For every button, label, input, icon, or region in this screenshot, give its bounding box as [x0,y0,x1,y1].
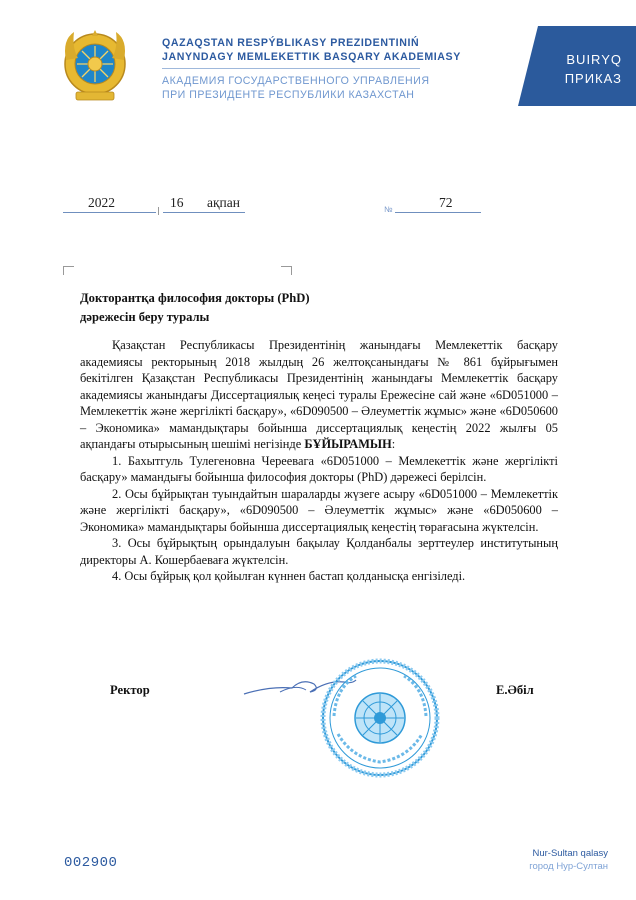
signatory-name: Е.Әбіл [496,683,534,697]
body-paragraph-1: 1. Бахытгуль Тулегеновна Череевага «6D051000 – Мемлекеттік және жергілікті басқару» мамандығы бойынша философия докторы (PhD) дәрежесі берілсін. [80,453,558,484]
preamble-text: Қазақстан Республикасы Президентінің жанындағы Мемлекеттік басқару академиясы ректорының 2018 жылдың 26 желтоқсанындағы № 861 бұйрығымен бекітілген Қазақстан Республикасы Президентінің жанындағы Мемлекеттік басқару академиясы жанындағы Диссертациялық кеңесі туралы Ережесіне сай және «6D051000 – Мемлекеттік және жергілікті басқару», «6D090500 – Әлеуметтік жұмыс» және «6D050600 – Экономика» мамандықтары бойынша диссертациялық кеңестің 2022 жылғы 05 ақпандағы отырысының шешімі негізінде [80,338,558,451]
body-paragraph-2: 2. Осы бұйрықтан туындайтын шараларды жүзеге асыру «6D051000 – Мемлекеттік және жергілікті басқару», «6D090500 – Әлеуметтік жұмыс» және «6D050600 – Экономика» мамандықтары бойынша диссертациялық кеңестің төрағасына жүктелсін. [80,486,558,534]
order-number: 72 [439,195,453,210]
header-divider [162,68,420,69]
order-keyword: БҰЙЫРАМЫН [304,437,392,451]
order-title-line1: Докторантқа философия докторы (PhD) [80,291,310,305]
number-sign: № [384,205,393,214]
corner-mark-right [281,266,292,275]
preamble-colon: : [391,437,396,451]
official-seal-icon [320,658,440,778]
corner-mark-left [63,266,74,275]
date-underline [163,212,245,213]
document-serial-number: 002900 [64,855,118,871]
city-name-latin: Nur-Sultan qalasy [532,848,608,859]
number-underline [395,212,481,213]
order-month: ақпан [207,195,240,210]
order-year: 2022 [88,195,115,210]
org-name-latin-line2: JANYNDAGY MEMLEKETTIK BASQARY AKADEMIASY [162,51,461,63]
order-title-line2: дәрежесін беру туралы [80,310,210,324]
field-separator [158,207,159,215]
org-name-russian-line1: АКАДЕМИЯ ГОСУДАРСТВЕННОГО УПРАВЛЕНИЯ [162,75,430,87]
doc-type-ru: ПРИКАЗ [564,71,622,86]
body-paragraph-4: 4. Осы бұйрық қол қойылған күннен бастап қолданысқа енгізіледі. [112,569,466,583]
body-paragraph-3: 3. Осы бұйрықтың орындалуын бақылау Қолданбалы зерттеулер институтының директоры А. Кошербаеваға жүктелсін. [80,536,558,567]
org-name-latin-line1: QAZAQSTAN RESPÝBLIKASY PREZIDENTINIŃ [162,37,420,49]
order-title [80,289,310,327]
doc-type-banner [518,26,636,106]
order-day: 16 [170,195,184,210]
body-paragraph-preamble [80,337,558,453]
order-body [80,337,558,585]
org-name-russian-line2: ПРИ ПРЕЗИДЕНТЕ РЕСПУБЛИКИ КАЗАХСТАН [162,89,415,101]
year-underline [63,212,156,213]
signatory-position: Ректор [110,683,150,697]
city-name-russian: город Нур-Султан [529,861,608,872]
state-emblem-icon [62,26,128,106]
doc-type-kz: BUIRYQ [566,52,622,67]
